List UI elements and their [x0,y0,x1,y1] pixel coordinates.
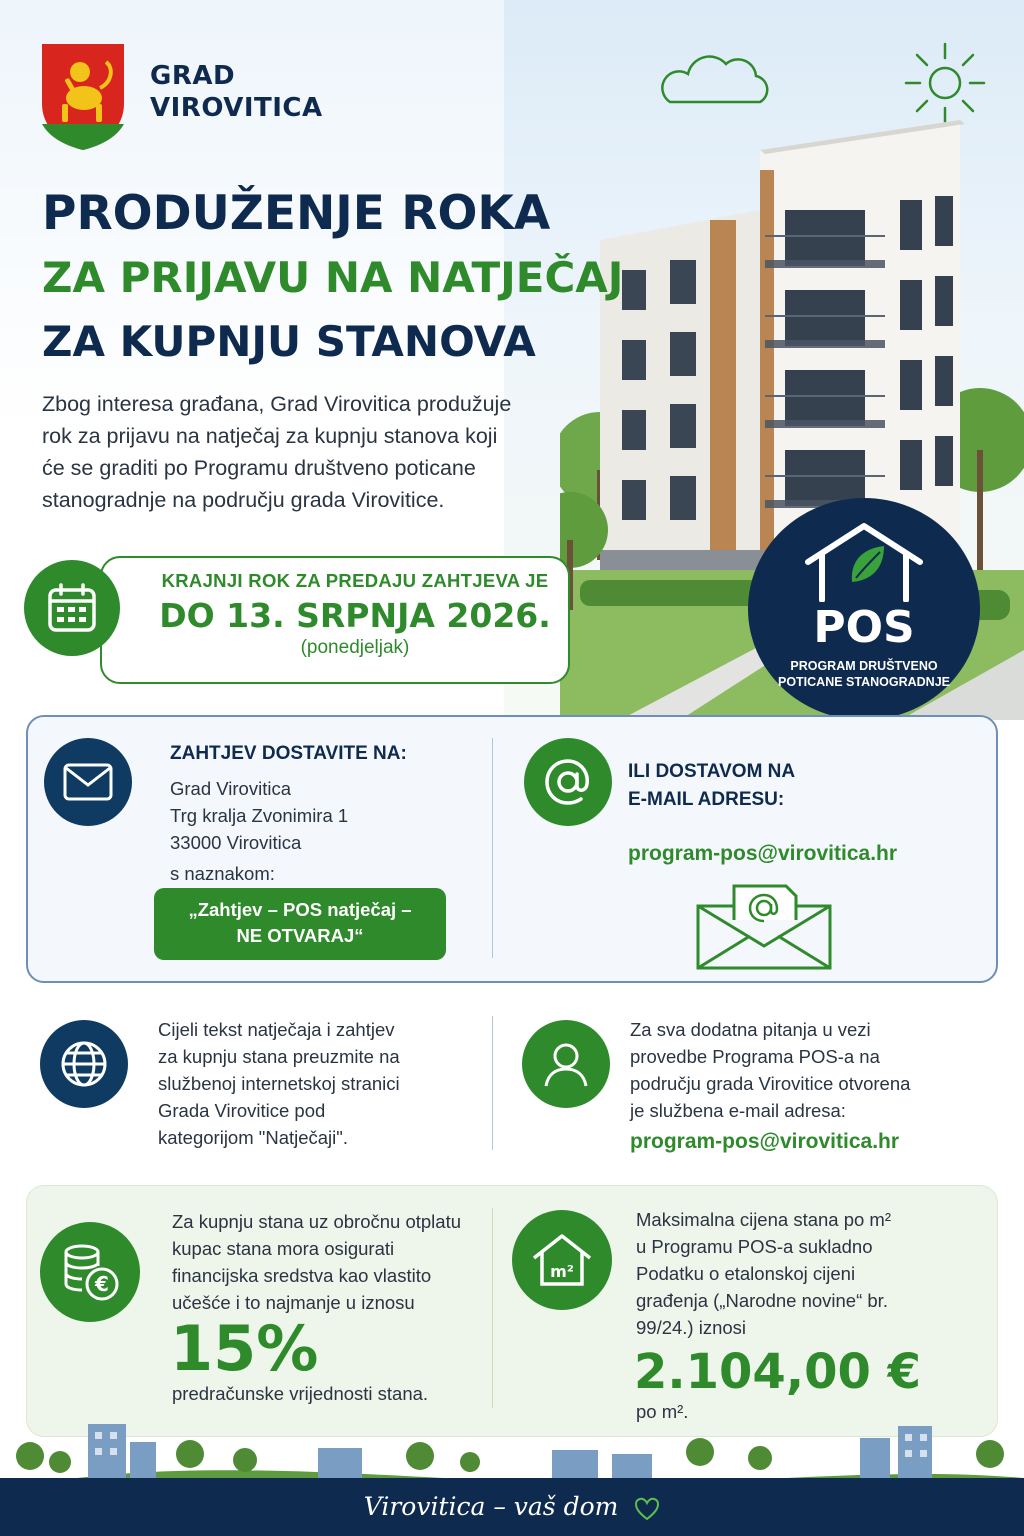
pos-subtitle [748,658,980,690]
downpayment-percent: 15% [170,1312,319,1385]
intro-line: Zbog interesa građana, Grad Virovitica produžuje [42,392,512,416]
price-info-line: Podatku o etalonskoj cijeni [636,1263,856,1284]
coins-euro-icon-badge [40,1222,140,1322]
email-envelope-icon [694,880,834,972]
contact-info-line: provedbe Programa POS-a na [630,1046,880,1067]
deadline-label: KRAJNJI ROK ZA PREDAJU ZAHTJEVA JE [161,570,549,591]
tag-line2: NE OTVARAJ“ [236,925,364,946]
pos-badge [748,498,980,720]
tag-line1: „Zahtjev – POS natječaj – [188,899,412,920]
address-line: Grad Virovitica [170,778,291,799]
cloud-icon [660,50,780,110]
intro-text [42,388,562,516]
user-icon-badge [522,1020,610,1108]
at-icon-badge [524,738,612,826]
contact-info-line: području grada Virovitice otvorena [630,1073,911,1094]
website-info-line: kategorijom "Natječaji". [158,1127,348,1148]
email-heading-line1: ILI DOSTAVOM NA [628,761,796,782]
max-price: 2.104,00 € [634,1344,921,1400]
city-name [150,60,323,124]
city-crest-lion-icon [40,42,126,152]
downpayment-line: kupac stana mora osigurati [172,1238,395,1259]
website-info-text [158,1016,400,1151]
deadline-date: DO 13. SRPNJA 2026. [159,596,551,635]
globe-icon [58,1038,110,1090]
price-tail: po m². [636,1401,689,1422]
downpayment-line: Za kupnju stana uz obročnu otplatu [172,1211,461,1232]
delivery-divider [492,738,493,958]
coins-euro-icon [58,1240,122,1304]
at-sign-icon [542,756,594,808]
website-info-line: službenoj internetskoj stranici [158,1073,400,1094]
price-info-text [636,1206,891,1341]
globe-icon-badge [40,1020,128,1108]
envelope-icon [62,762,114,802]
mail-icon-badge [44,738,132,826]
website-info-line: Cijeli tekst natječaja i zahtjev [158,1019,395,1040]
downpayment-line: učešće i to najmanje u iznosu [172,1292,415,1313]
city-name-line1: GRAD [150,61,236,91]
house-m2-icon-badge [512,1210,612,1310]
title-line-2: ZA PRIJAVU NA NATJEČAJ [42,253,624,302]
address-line: 33000 Virovitica [170,832,302,853]
slogan-text: Virovitica – vaš dom [363,1492,619,1521]
address-line: Trg kralja Zvonimira 1 [170,805,349,826]
downpayment-line: financijska sredstva kao vlastito [172,1265,432,1286]
price-info-line: građenja („Narodne novine“ br. [636,1290,888,1311]
house-m2-icon [530,1230,594,1290]
svg-text:€: € [95,1272,109,1296]
info-divider [492,1016,493,1150]
footer-slogan [0,1492,1024,1521]
user-icon [540,1038,592,1090]
city-name-line2: VIROVITICA [150,93,323,123]
downpayment-text [172,1208,461,1316]
delivery-email[interactable]: program-pos@virovitica.hr [628,842,898,865]
calendar-icon-badge [24,560,120,656]
page-title [42,182,623,374]
website-info-line: za kupnju stana preuzmite na [158,1046,400,1067]
calendar-icon [45,581,99,635]
m2-label: m² [550,1262,574,1281]
pos-subtitle-line1: PROGRAM DRUŠTVENO [790,659,938,673]
intro-line: će se graditi po Programu društveno poticane [42,456,476,480]
delivery-heading: ZAHTJEV DOSTAVITE NA: [170,743,407,764]
price-info-line: 99/24.) iznosi [636,1317,747,1338]
envelope-mark-tag [154,888,446,960]
price-info-line: Maksimalna cijena stana po m² [636,1209,891,1230]
intro-line: stanogradnje na području grada Virovitice. [42,488,445,512]
price-info-line: u Programu POS-a sukladno [636,1236,873,1257]
contact-info-text [630,1016,910,1124]
contact-email[interactable]: program-pos@virovitica.hr [630,1130,900,1153]
email-heading [628,758,795,814]
website-info-line: Grada Virovitice pod [158,1100,326,1121]
finance-divider [492,1208,493,1408]
title-line-3: ZA KUPNJU STANOVA [42,317,536,366]
deadline-weekday: (ponedjeljak) [300,637,410,658]
email-heading-line2: E-MAIL ADRESU: [628,789,785,810]
title-line-1: PRODUŽENJE ROKA [42,186,551,241]
mark-label: s naznakom: [170,863,275,884]
downpayment-tail: predračunske vrijednosti stana. [172,1383,429,1404]
contact-info-line: je službena e-mail adresa: [630,1100,846,1121]
delivery-address [170,775,348,856]
pos-subtitle-line2: POTICANE STANOGRADNJE [777,675,950,689]
contact-info-line: Za sva dodatna pitanja u vezi [630,1019,871,1040]
deadline-box [100,556,570,684]
house-leaf-icon [800,522,928,602]
heart-icon [634,1497,660,1521]
pos-title: POS [813,602,915,653]
intro-line: rok za prijavu na natječaj za kupnju stanova koji [42,424,498,448]
